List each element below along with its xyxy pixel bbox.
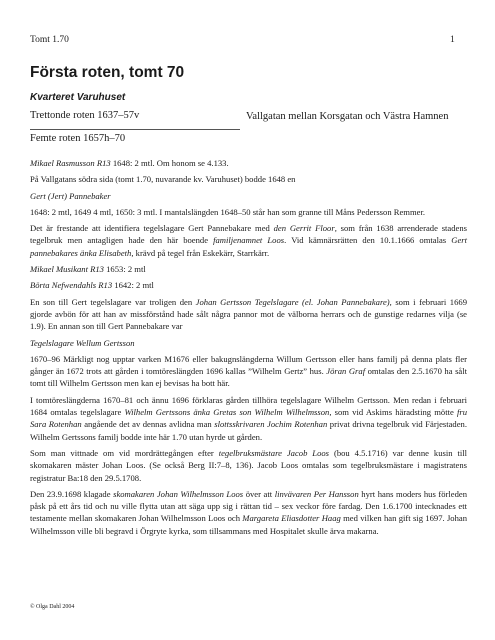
- page-title: Första roten, tomt 70: [30, 64, 185, 81]
- text-run: , som från 1638 arrenderade stadens tegelbruk men antagligen hade den här boende: [30, 223, 467, 246]
- text-run: angående det av dennas avlidna man: [81, 419, 215, 430]
- paragraph: [30, 337, 467, 349]
- paragraph: [30, 488, 467, 537]
- paragraph: [30, 394, 467, 443]
- paragraph: [30, 173, 467, 185]
- body-text: [30, 157, 467, 541]
- text-run: (bou 4.5.1716) var denne kusin till skomakaren mäster Johan Loos. (Se också Berg II:7–8, 136). Jacob Loos omtalas som tegelbruksmästare i magistratens registratur Ba:18 den 29.5.1708.: [30, 447, 468, 483]
- text-run: 1653: 2 mtl: [103, 264, 146, 275]
- page-header-left: Tomt 1.70: [30, 35, 69, 45]
- text-run: , som i februari 1669 gjorde avbön för att han av missförstånd hade sålt några pannor mot de välborna herrars och de gunstige redarnes vilja (se 1.9). En annan son till Gert Pannebakare var: [30, 296, 467, 332]
- italic-name: tegelbruksmästare Jacob Loos: [218, 447, 330, 458]
- text-run: , som vid Askims häradsting mötte: [329, 407, 457, 418]
- paragraph: [30, 206, 467, 218]
- paragraph: [30, 190, 467, 202]
- italic-name: Wilhelm Gertssons änka Gretas son Wilhelm Wilhelmsson: [124, 407, 330, 418]
- text-run: Den 23.9.1698 klagade: [30, 488, 114, 499]
- italic-name: Mikael Rasmusson R13: [30, 158, 111, 168]
- italic-name: Johan Gertsson Tegelslagare (el. Johan Pannebakare): [195, 296, 390, 307]
- paragraph: [30, 222, 467, 259]
- italic-name: slottsskrivaren Jochim Rotenhan: [214, 419, 328, 430]
- text-run: omtalas den 2.5.1670 ha sålt tomt till Wilhelm Gertsson men kan ej bevisas ha bott här.: [30, 366, 468, 389]
- italic-name: Gert pannebakares änka Elisabeth: [30, 235, 467, 258]
- page-subtitle: Kvarteret Varuhuset: [30, 92, 126, 103]
- text-run: , krävd på tegel från Eskekärr, Starrkärr.: [131, 247, 270, 258]
- text-run: hyrt hans moders hus förleden påsk på ett års tid och nu ville flytta utan att säga upp sig i rättan tid – sex veckor före fardag. Den 1.6.1700 intecknades ett testamente mellan skomakaren Johan Wilhelmsson Loos och: [30, 488, 468, 524]
- divider: [30, 129, 240, 130]
- street-description: Vallgatan mellan Korsgatan och Västra Hamnen: [246, 111, 449, 122]
- italic-name: skomakaren Johan Wilhelmsson Loos: [113, 488, 244, 499]
- paragraph: [30, 279, 467, 291]
- paragraph: [30, 353, 467, 390]
- italic-name: Tegelslagare Wellum Gertsson: [30, 337, 135, 348]
- text-run: 1642: 2 mtl: [112, 280, 154, 291]
- text-run: Det är frestande att identifiera tegelslagare Gert Pannebakare med: [30, 223, 274, 234]
- text-run: . Vid kämnärsrätten den 10.1.1666 omtalas: [284, 235, 452, 246]
- text-run: På Vallgatans södra sida (tomt 1.70, nuvarande kv. Varuhuset) bodde 1648 en: [30, 174, 296, 185]
- text-run: över att: [243, 488, 275, 499]
- italic-name: Gert (Jert) Pannebaker: [30, 190, 111, 201]
- italic-name: Börta Nefwendahls R13: [30, 280, 113, 291]
- text-run: 1648: 2 mtl. Om honom se 4.133.: [110, 158, 229, 168]
- text-run: 1648: 2 mtl, 1649 4 mtl, 1650: 3 mtl. I mantalslängden 1648–50 står han som granne till Måns Pedersson Remmer.: [30, 206, 426, 217]
- text-run: med vilken han gift sig 1697. Johan Wilhelmsson ville bli begravd i Örgryte kyrka, som tillsammans med Hospitalet skulle ärva makarna.: [30, 513, 467, 536]
- text-run: 1670–96 Märkligt nog upptar varken M1676 eller bakugnslängderna Willum Gertsson eller hans familj på denna plats fler gånger än 1672 trots att gården i tomtöreslängden 1696 kallas ”Wilhelm Gertz” hus.: [30, 353, 467, 377]
- italic-name: Jöran Graf: [326, 366, 366, 377]
- text-run: Som man vittnade om vid mordrättegången efter: [30, 447, 219, 458]
- paragraph: [30, 447, 467, 484]
- roten-line-2: Femte roten 1657h–70: [30, 133, 126, 144]
- text-run: privat drivna tegelbruk vid Färjestaden. Wilhelm Gertssons familj bodde inte här 1.70 utan hyrde ut gården.: [30, 419, 467, 442]
- italic-name: den Gerrit Floor: [273, 223, 335, 234]
- text-run: I tomtöreslängderna 1670–81 och ännu 1696 förklaras gården tillhöra tegelslagare Wilhelm Gertsson. Men redan i februari 1684 omtalas tegelslagare: [30, 394, 467, 418]
- roten-line-1: Trettonde roten 1637–57v: [30, 110, 140, 121]
- paragraph: [30, 296, 467, 333]
- paragraph: [30, 263, 467, 275]
- text-run: En son till Gert tegelslagare var troligen den: [30, 296, 196, 307]
- italic-name: Mikael Musikant R13: [30, 264, 104, 275]
- copyright-footer: © Olga Dahl 2004: [30, 604, 75, 610]
- italic-name: fru Sara Rotenhan: [30, 407, 467, 430]
- italic-name: Margareta Eliasdotter Haag: [242, 513, 341, 524]
- italic-name: linvävaren Per Hansson: [274, 488, 359, 499]
- page-number: 1: [450, 35, 455, 45]
- italic-name: familjenamnet Loos: [213, 235, 285, 246]
- paragraph: [30, 157, 467, 169]
